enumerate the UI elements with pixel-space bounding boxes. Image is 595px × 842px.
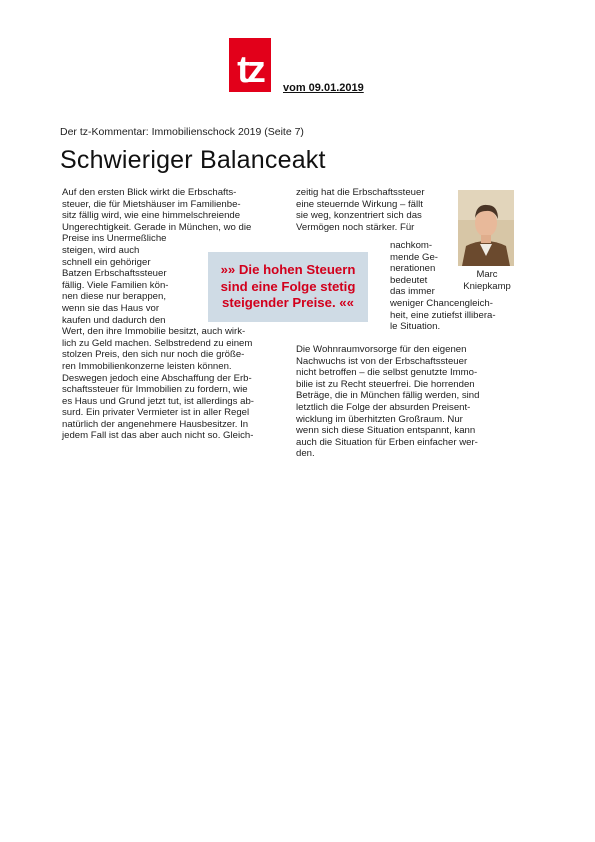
text-line: schnell ein gehöriger bbox=[62, 256, 151, 268]
text-line: Die Wohnraumvorsorge für den eigenen bbox=[296, 344, 467, 355]
text-line: Deswegen jedoch eine Abschaffung der Erb- bbox=[62, 372, 252, 384]
text-line: Nachwuchs ist von der Erbschaftssteuer bbox=[296, 355, 468, 367]
text-line: nachkom- bbox=[390, 240, 433, 251]
text-line: heit, eine zutiefst illibera- bbox=[390, 309, 496, 321]
svg-text:tz: tz bbox=[237, 49, 263, 91]
text-line: le Situation. bbox=[390, 321, 441, 333]
text-line: wicklung im überhitzten Großraum. Nur bbox=[296, 413, 463, 425]
text-line: den. bbox=[296, 448, 315, 460]
text-line: Wert, den ihre Immobilie besitzt, auch wirk- bbox=[62, 326, 246, 338]
text-line: bilie ist zu Recht steuerfrei. Die horrenden bbox=[296, 378, 475, 390]
text-line: jedem Fall ist das aber auch nicht so. Gleich- bbox=[62, 430, 254, 442]
text-line: Preise ins Unermeßliche bbox=[62, 233, 167, 245]
text-line: Ungerechtigkeit. Gerade in München, wo die bbox=[62, 221, 252, 233]
text-line: letztlich die Folge der absurden Preisent- bbox=[296, 401, 471, 413]
text-line: weniger Chancengleich- bbox=[390, 298, 493, 309]
author-last-name: Kniepkamp bbox=[463, 280, 511, 292]
text-line: nerationen bbox=[390, 263, 436, 275]
publication-date: vom 09.01.2019 bbox=[283, 82, 364, 94]
right-column-tail bbox=[390, 298, 496, 333]
text-line: sitz fällig wird, wie eine himmelschreiende bbox=[62, 210, 241, 222]
author-first-name: Marc bbox=[476, 269, 498, 280]
text-line: fällig. Viele Familien kön- bbox=[62, 279, 169, 291]
text-line: wenn sie das Haus vor bbox=[62, 302, 160, 314]
tz-logo bbox=[229, 38, 271, 92]
pull-quote-line: sind eine Folge stetig bbox=[220, 278, 356, 294]
text-line: bedeutet bbox=[390, 274, 428, 286]
text-line: Beträge, die in München fällig werden, sind bbox=[296, 390, 480, 402]
text-line: stolzen Preis, den sich nur noch die größe- bbox=[62, 349, 245, 361]
author-name bbox=[458, 269, 516, 292]
text-line: nen diese nur berappen, bbox=[62, 291, 167, 303]
text-line: steuer, die für Mietshäuser im Familienbe- bbox=[62, 198, 241, 210]
pull-quote-line: »» Die hohen Steuern bbox=[220, 262, 356, 278]
text-line: es Haus und Grund jetzt tut, ist allerdings ab- bbox=[62, 395, 254, 407]
text-line: mende Ge- bbox=[390, 251, 438, 263]
right-column-top bbox=[296, 187, 425, 233]
pull-quote bbox=[208, 252, 368, 322]
text-line: auch die Situation für Erben einfacher wer- bbox=[296, 436, 478, 448]
text-line: natürlich der angenehmere Hausbesitzer. In bbox=[62, 418, 249, 430]
text-line: kaufen und dadurch den bbox=[62, 314, 166, 326]
right-column-bottom bbox=[296, 344, 479, 460]
text-line: surd. Ein privater Vermieter ist in aller Regel bbox=[62, 407, 250, 419]
text-line: das immer bbox=[390, 286, 435, 298]
text-line: Batzen Erbschaftssteuer bbox=[62, 268, 167, 280]
pull-quote-line: steigender Preise. «« bbox=[222, 295, 354, 311]
text-line: nicht betroffen – die selbst genutzte Immo- bbox=[296, 367, 478, 379]
text-line: lich zu Geld machen. Selbstredend zu einem bbox=[62, 337, 253, 349]
article-kicker: Der tz-Kommentar: Immobilienschock 2019 (Seite 7) bbox=[60, 126, 304, 138]
text-line: steigen, wird auch bbox=[62, 244, 140, 256]
text-line: ren Immobilienkonzerne leisten können. bbox=[62, 360, 232, 372]
text-line: sie weg, konzentriert sich das bbox=[296, 210, 422, 222]
text-line: Vermögen noch stärker. Für bbox=[296, 221, 415, 233]
text-line: Auf den ersten Blick wirkt die Erbschafts- bbox=[62, 187, 237, 198]
right-column-narrow bbox=[390, 240, 438, 298]
article-headline: Schwieriger Balanceakt bbox=[60, 146, 326, 174]
text-line: wenn sich diese Situation entspannt, kann bbox=[296, 425, 476, 437]
author-photo bbox=[458, 190, 514, 266]
text-line: eine steuernde Wirkung – fällt bbox=[296, 198, 423, 210]
text-line: schaftssteuer für Immobilien zu fordern, wie bbox=[62, 384, 248, 396]
text-line: zeitig hat die Erbschaftssteuer bbox=[296, 187, 425, 198]
